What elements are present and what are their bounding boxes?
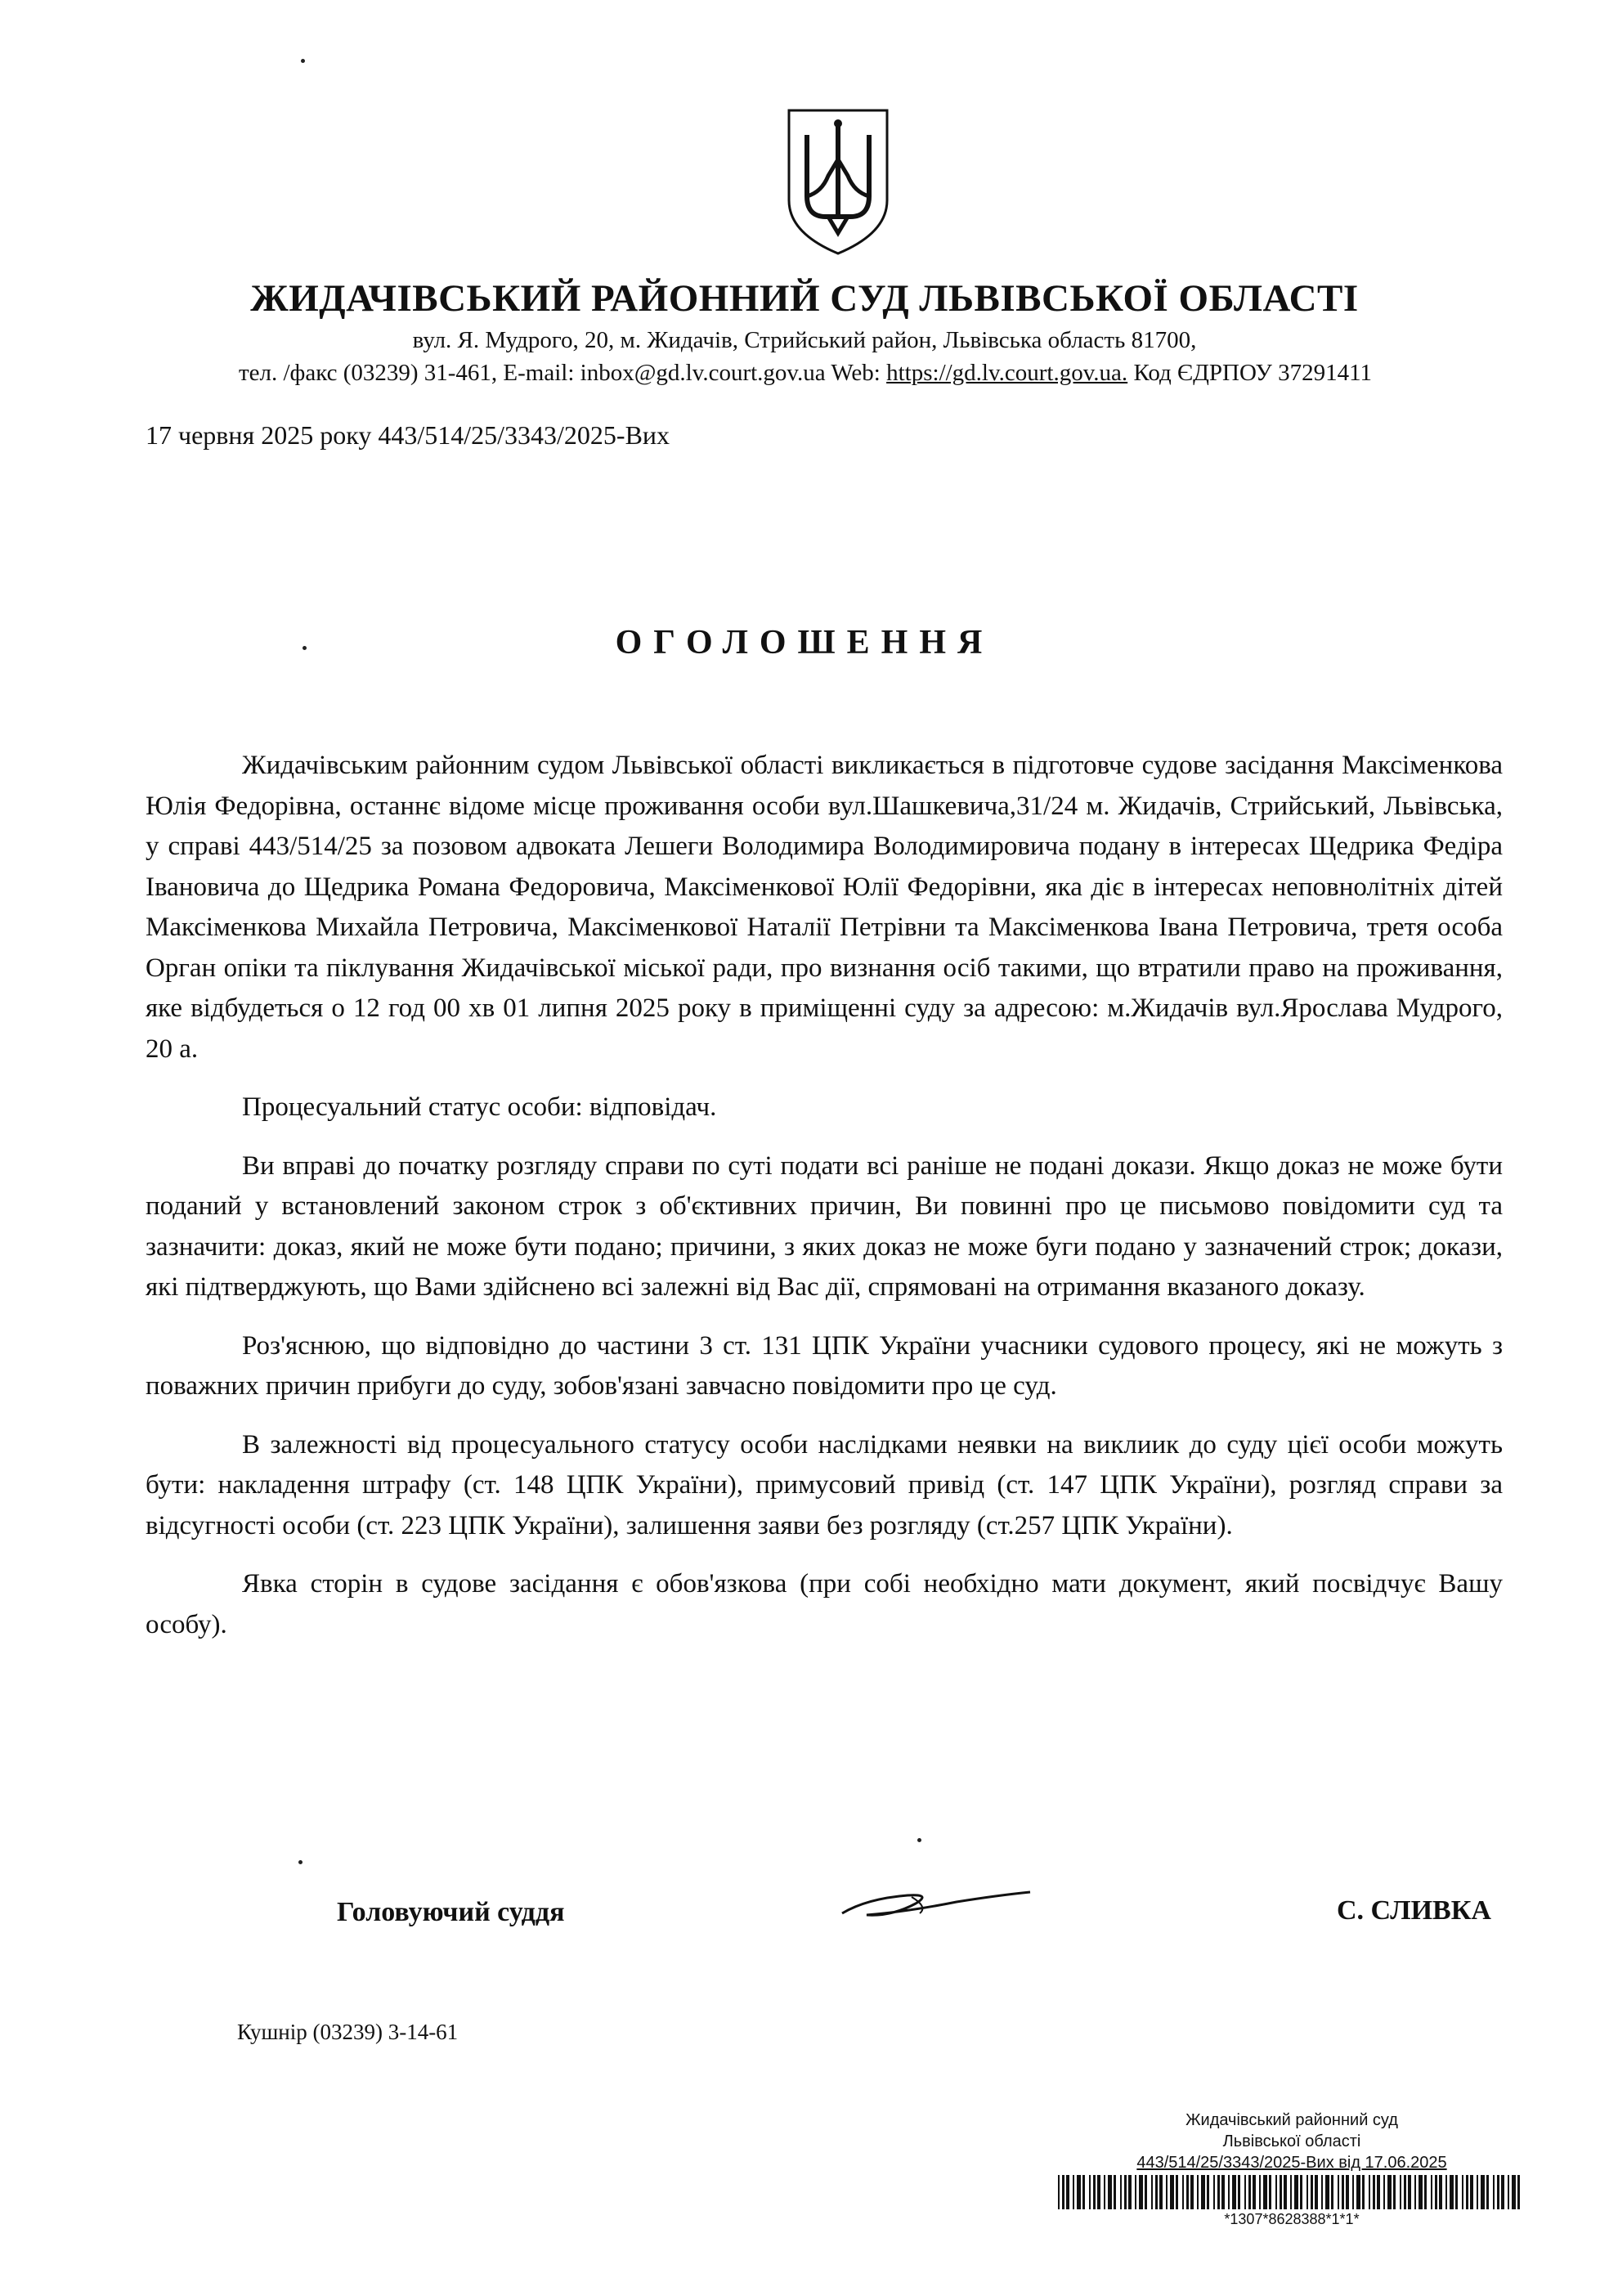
barcode-bar [1512,2175,1516,2209]
scan-speck [298,1860,303,1864]
barcode-bar [1114,2175,1116,2209]
barcode-bar [1424,2175,1427,2209]
barcode-bar [1439,2175,1442,2209]
barcode-bar [1373,2175,1375,2209]
signature-title: Головуючий суддя [337,1897,565,1927]
court-address: вул. Я. Мудрого, 20, м. Жидачів, Стрийський район, Львівська область 81700, [412,327,1197,353]
barcode-bar [1315,2175,1318,2209]
barcode-bar [1393,2175,1396,2209]
barcode-bar [1431,2175,1432,2209]
paragraph: Явка сторін в судове засідання є обов'язкова (при собі необхідно мати документ, який посвідчує Вашу особу). [146,1569,1503,1639]
barcode-bar [1455,2175,1458,2209]
barcode-bar [1352,2175,1354,2209]
barcode-bar [1466,2175,1468,2209]
barcode-bar [1387,2175,1392,2209]
barcode-bar [1383,2175,1385,2209]
scan-speck [301,59,305,63]
barcode-bar [1124,2175,1127,2209]
barcode-bar [1221,2175,1225,2209]
barcode-bar [1228,2175,1230,2209]
handwritten-signature [834,1874,1038,1931]
scan-speck [917,1838,921,1842]
barcode-bar [1145,2175,1147,2209]
barcode-bar [1093,2175,1096,2209]
barcode-bar [1082,2175,1085,2209]
barcode-bar [1419,2175,1423,2209]
barcode-bar [1139,2175,1143,2209]
barcode [1055,2175,1529,2209]
barcode-bar [1104,2175,1105,2209]
barcode-bar [1151,2175,1153,2209]
barcode-bar [1253,2175,1256,2209]
barcode-bar [1404,2175,1406,2209]
document-reference: 17 червня 2025 року 443/514/25/3343/2025-Вих [146,420,670,450]
barcode-bar [1170,2175,1174,2209]
barcode-bar [1197,2175,1199,2209]
barcode-bar [1462,2175,1463,2209]
barcode-bar [1058,2175,1060,2209]
scan-speck [303,646,307,650]
barcode-bar [1284,2175,1287,2209]
paragraph: Ви вправі до початку розгляду справи по суті подати всі раніше не подані докази. Якщо доказ не може бути поданий у встановлений законом строк з об'єктивних причин, Ви повинні про це письмово повідомити суд та зазначити: доказ, який не може бути подано; причини, з яких доказ не може буги подано у зазначений строк; докази, які підтверджують, що Вами здійснено всі залежні від Вас дії, спрямовані на отримання вказаного доказу. [146,1150,1503,1302]
barcode-bar [1450,2175,1454,2209]
barcode-bar [1186,2175,1189,2209]
barcode-bar [1321,2175,1323,2209]
barcode-bar [1445,2175,1447,2209]
barcode-bar [1238,2175,1240,2209]
announcement-body [146,746,1503,1663]
stamp-line: 443/514/25/3343/2025-Вих від 17.06.2025 [1136,2154,1447,2172]
barcode-bar [1263,2175,1267,2209]
barcode-bar [1280,2175,1282,2209]
barcode-bar [1342,2175,1344,2209]
paragraph: Процесуальний статус особи: відповідач. [242,1092,717,1122]
barcode-bar [1108,2175,1112,2209]
barcode-bar [1493,2175,1495,2209]
barcode-bar [1176,2175,1178,2209]
barcode-bar [1435,2175,1437,2209]
page-title: ОГОЛОШЕННЯ [615,624,994,661]
barcode-bar [1346,2175,1349,2209]
contacts-prefix: тел. /факс (03239) 31-461, E-mail: inbox@gd.lv.court.gov.ua Web: [238,360,887,386]
barcode-bar [1155,2175,1158,2209]
paragraph: В залежності від процесуального статусу особи наслідками неявки на виклиик до суду цієї особи можуть бути: накладення штрафу (ст. 148 ЦПК України), примусовий привід (ст. 147 ЦПК України), розгляд справи за відсугності особи (ст. 223 ЦПК України), залишення заяви без розгляду (ст.257 ЦПК України). [146,1429,1503,1540]
barcode-bar [1517,2175,1520,2209]
barcode-bar [1338,2175,1339,2209]
barcode-bar [1275,2175,1277,2209]
barcode-bar [1089,2175,1091,2209]
barcode-bar [1486,2175,1489,2209]
stamp-line: Жидачівський районний суд [1185,2111,1398,2129]
barcode-bar [1362,2175,1365,2209]
barcode-bar [1159,2175,1163,2209]
barcode-bar [1259,2175,1261,2209]
registration-stamp [1055,2110,1529,2173]
barcode-bar [1294,2175,1298,2209]
barcode-bar [1306,2175,1308,2209]
barcode-bar [1062,2175,1064,2209]
barcode-bar [1369,2175,1370,2209]
barcode-bar [1128,2175,1132,2209]
barcode-number: *1307*8628388*1*1* [1224,2211,1360,2227]
barcode-bar [1325,2175,1329,2209]
website-link: https://gd.lv.court.gov.ua. [886,360,1128,386]
barcode-bar [1400,2175,1401,2209]
barcode-bar [1066,2175,1069,2209]
barcode-bar [1300,2175,1302,2209]
judge-name: С. СЛИВКА [1337,1895,1491,1926]
paragraph: Роз'яснюю, що відповідно до частини 3 ст. 131 ЦПК України учасники судового процесу, які не можуть з поважних причин прибуги до суду, зобов'язані завчасно повідомити про це суд. [146,1330,1503,1401]
barcode-bar [1248,2175,1251,2209]
barcode-bar [1414,2175,1416,2209]
court-name: ЖИДАЧІВСЬКИЙ РАЙОННИЙ СУД ЛЬВІВСЬКОЇ ОБЛАСТІ [250,277,1359,320]
barcode-bar [1290,2175,1292,2209]
barcode-bar [1217,2175,1220,2209]
barcode-bar [1311,2175,1313,2209]
barcode-bar [1470,2175,1473,2209]
barcode-bar [1190,2175,1194,2209]
barcode-bar [1182,2175,1184,2209]
barcode-bar [1120,2175,1122,2209]
trident-emblem-icon [781,102,895,258]
barcode-bar [1508,2175,1509,2209]
barcode-bar [1135,2175,1136,2209]
barcode-bar [1073,2175,1074,2209]
barcode-bar [1077,2175,1081,2209]
barcode-bar [1097,2175,1100,2209]
barcode-bar [1377,2175,1380,2209]
barcode-bar [1481,2175,1485,2209]
contacts-suffix: Код ЄДРПОУ 37291411 [1127,360,1373,386]
stamp-line: Львівської області [1222,2132,1361,2150]
barcode-bar [1497,2175,1499,2209]
contact-person: Кушнір (03239) 3-14-61 [237,2020,459,2044]
paragraph: Жидачівським районним судом Львівської області викликається в підготовче судове засідання Максіменкова Юлія Федорівна, останнє відоме місце проживання особи вул.Шашкевича,31/24 м. Жидачів, Стрийський, Львівська, у справі 443/514/25 за позовом адвоката Лешеги Володимира Володимировича подану в інтересах Щедрика Федіра Івановича до Щедрика Романа Федоровича, Максіменкової Юлії Федорівни, яка діє в інтересах неповнолітніх дітей Максіменкова Михайла Петровича, Максіменкової Наталії Петрівни та Максіменкова Івана Петровича, третя особа Орган опіки та піклування Жидачівської міської ради, про визнання осіб такими, що втратили право на проживання, яке відбудеться о 12 год 00 хв 01 липня 2025 року в приміщенні суду за адресою: м.Жидачів вул.Ярослава Мудрого, 20 а. [146,751,1503,1064]
barcode-bar [1501,2175,1504,2209]
barcode-bar [1166,2175,1168,2209]
court-contacts [123,360,1488,387]
barcode-bar [1356,2175,1360,2209]
barcode-bar [1269,2175,1271,2209]
barcode-bar [1207,2175,1209,2209]
barcode-bar [1201,2175,1205,2209]
barcode-bar [1408,2175,1411,2209]
barcode-bar [1477,2175,1478,2209]
barcode-bar [1244,2175,1246,2209]
barcode-bar [1331,2175,1333,2209]
barcode-bar [1213,2175,1215,2209]
barcode-bar [1232,2175,1236,2209]
